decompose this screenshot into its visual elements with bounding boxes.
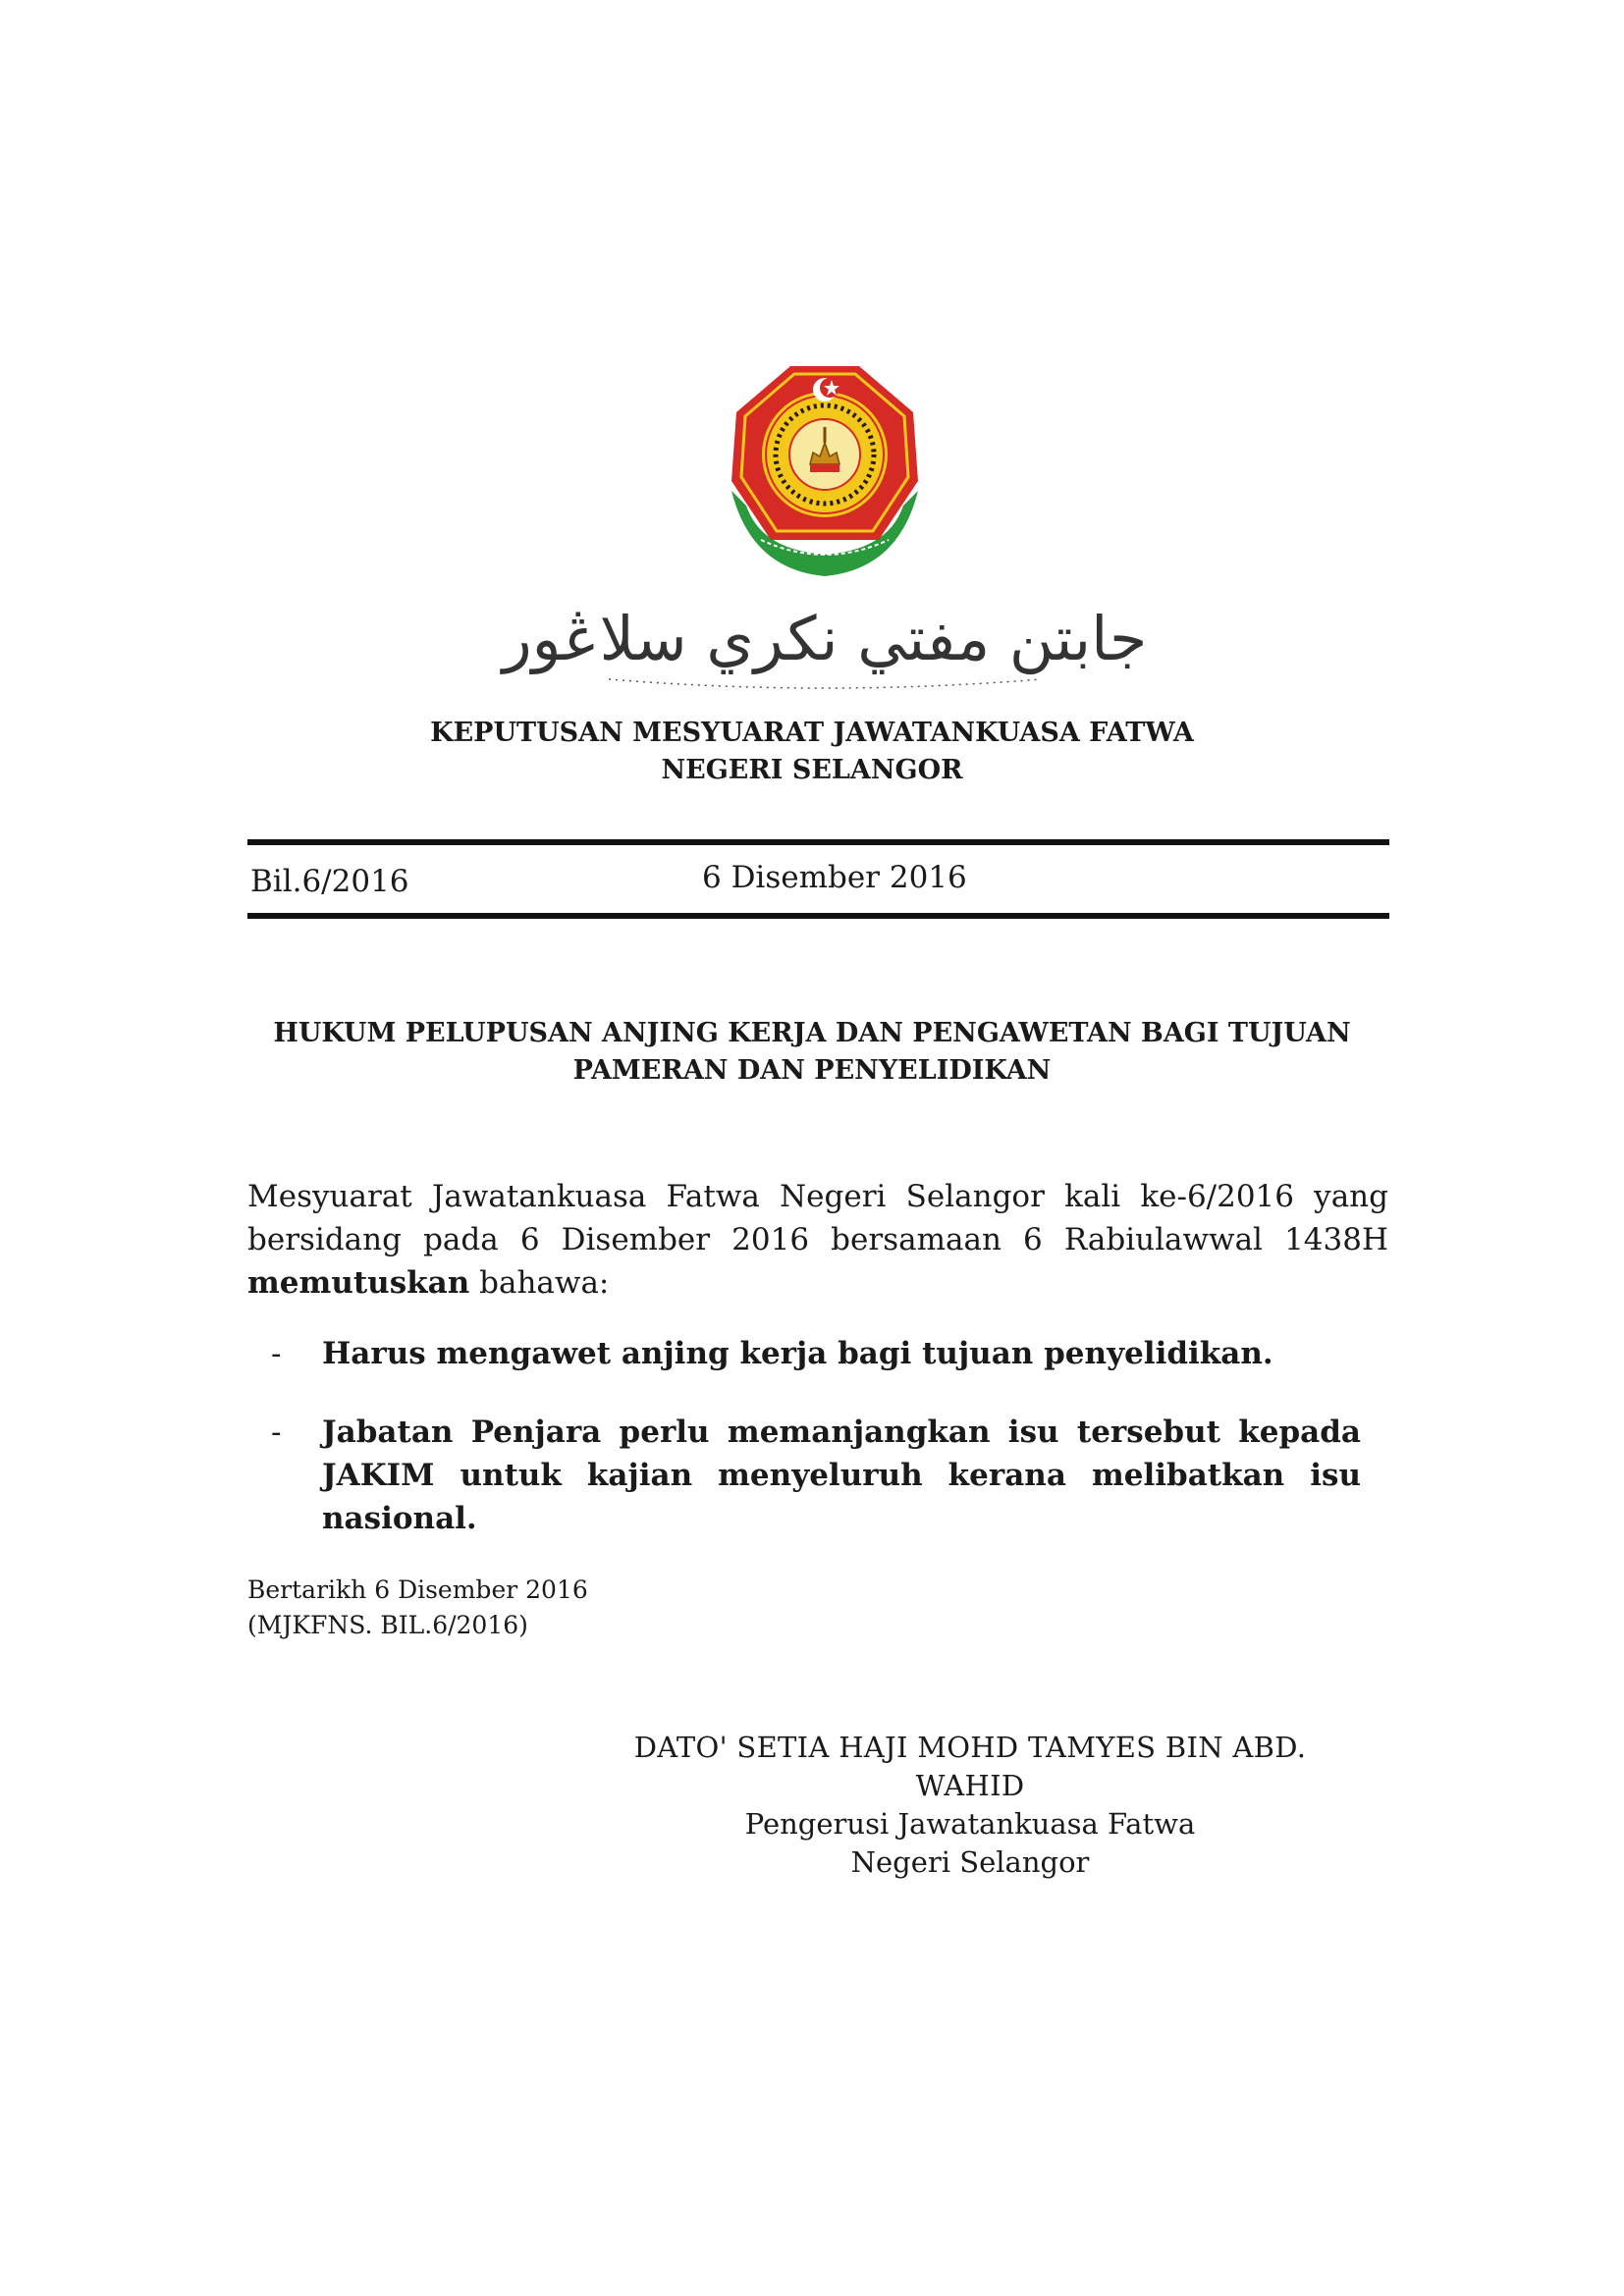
jawi-title [502,589,1148,697]
document-title [0,715,1624,789]
bullet-marker: - [271,1415,282,1450]
document-title-line2: NEGERI SELANGOR [661,755,963,785]
signatory-role: Pengerusi Jawatankuasa Fatwa [744,1807,1196,1841]
signatory-name: DATO' SETIA HAJI MOHD TAMYES BIN ABD. WAHID [633,1731,1307,1802]
document-title-line1: KEPUTUSAN MESYUARAT JAWATANKUASA FATWA [430,718,1194,748]
reference-number: Bil.6/2016 [250,864,409,899]
subject-line1: HUKUM PELUPUSAN ANJING KERJA DAN PENGAWETAN BAGI TUJUAN [273,1018,1351,1048]
body-paragraph [247,1175,1388,1305]
para-decided: memutuskan [247,1265,470,1301]
reference-code: (MJKFNS. BIL.6/2016) [247,1611,528,1639]
para-intro: Mesyuarat Jawatankuasa Fatwa Negeri Selangor kali ke-6/2016 yang bersidang pada 6 Disember 2016 bersamaan 6 Rabiulawwal 1438H [247,1179,1388,1257]
jawi-title-text: جابتن مفتي نکري سلاڠور [502,603,1148,674]
jabatan-mufti-selangor-crest-icon [722,358,928,584]
para-outro: bahawa: [469,1265,610,1301]
signature-block [597,1729,1343,1882]
list-item [271,1332,1361,1375]
dated-text: Bertarikh 6 Disember 2016 [247,1575,588,1604]
footer-info [247,1573,588,1643]
list-item [271,1411,1361,1540]
subject-line2: PAMERAN DAN PENYELIDIKAN [572,1055,1052,1086]
decision-date: 6 Disember 2016 [702,860,967,895]
subject-heading [0,1015,1624,1090]
bottom-divider [247,913,1389,919]
decision-text: Harus mengawet anjing kerja bagi tujuan penyelidikan. [322,1336,1273,1371]
decision-text: Jabatan Penjara perlu memanjangkan isu tersebut kepada JAKIM untuk kajian menyeluruh kerana melibatkan isu nasional. [322,1415,1361,1536]
decision-list [271,1332,1361,1575]
bullet-marker: - [271,1336,282,1371]
top-divider [247,839,1389,845]
signatory-state: Negeri Selangor [850,1845,1090,1879]
